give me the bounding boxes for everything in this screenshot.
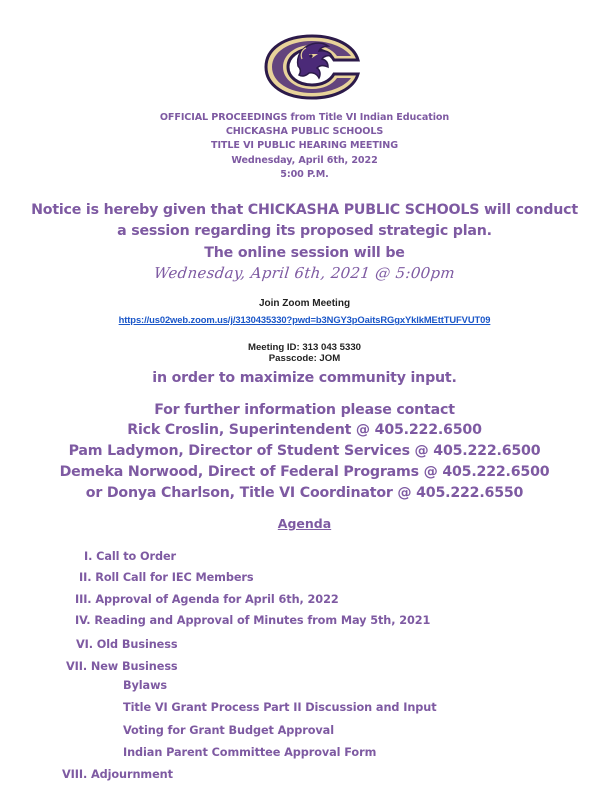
zoom-heading: Join Zoom Meeting xyxy=(258,298,351,309)
agenda-item: II. Roll Call for IEC Members xyxy=(79,571,254,584)
session-date-script: Wednesday, April 6th, 2021 @ 5:00pm xyxy=(153,264,456,282)
notice-line-2: a session regarding its proposed strategic plan. xyxy=(117,223,492,239)
agenda-item: IV. Reading and Approval of Minutes from May 5th, 2021 xyxy=(75,614,431,627)
contact-superintendent: Rick Croslin, Superintendent @ 405.222.6500 xyxy=(127,422,482,438)
agenda-item: I. Call to Order xyxy=(84,550,177,563)
zoom-link[interactable]: https://us02web.zoom.us/j/3130435330?pwd=b3NGY3pOaitsRGgxYklkMEttTUFVUT09 xyxy=(118,314,491,325)
chickasha-c-logo xyxy=(262,32,362,102)
notice-line-3: The online session will be xyxy=(204,245,405,261)
agenda-sub-item: Title VI Grant Process Part II Discussion and Input xyxy=(123,701,437,714)
header-line-meeting: TITLE VI PUBLIC HEARING MEETING xyxy=(211,140,398,151)
agenda-sub-item: Voting for Grant Budget Approval xyxy=(123,724,334,737)
agenda-title: Agenda xyxy=(277,516,332,531)
agenda-sub-item: Indian Parent Committee Approval Form xyxy=(123,746,377,759)
meeting-id: Meeting ID: 313 043 5330 xyxy=(247,342,362,353)
purpose-line: in order to maximize community input. xyxy=(152,370,457,386)
notice-line-1: Notice is hereby given that CHICKASHA PUBLIC SCHOOLS will conduct xyxy=(31,202,578,218)
header-line-proceedings: OFFICIAL PROCEEDINGS from Title VI Indian Education xyxy=(159,112,450,123)
contact-title-vi-coordinator: or Donya Charlson, Title VI Coordinator @ 405.222.6550 xyxy=(85,485,524,501)
agenda-item: VI. Old Business xyxy=(76,638,178,651)
contact-federal-programs: Demeka Norwood, Direct of Federal Programs @ 405.222.6500 xyxy=(59,464,550,480)
header-line-time: 5:00 P.M. xyxy=(280,169,329,180)
passcode: Passcode: JOM xyxy=(268,353,341,364)
agenda-item: III. Approval of Agenda for April 6th, 2022 xyxy=(75,593,339,606)
agenda-item: VII. New Business xyxy=(66,660,178,673)
header-line-date: Wednesday, April 6th, 2022 xyxy=(231,155,378,166)
contact-intro: For further information please contact xyxy=(154,402,455,418)
agenda-sub-item: Bylaws xyxy=(123,679,168,692)
agenda-item-adjournment: VIII. Adjournment xyxy=(62,768,173,781)
header-line-school: CHICKASHA PUBLIC SCHOOLS xyxy=(225,126,384,137)
contact-student-services: Pam Ladymon, Director of Student Services @ 405.222.6500 xyxy=(68,443,541,459)
